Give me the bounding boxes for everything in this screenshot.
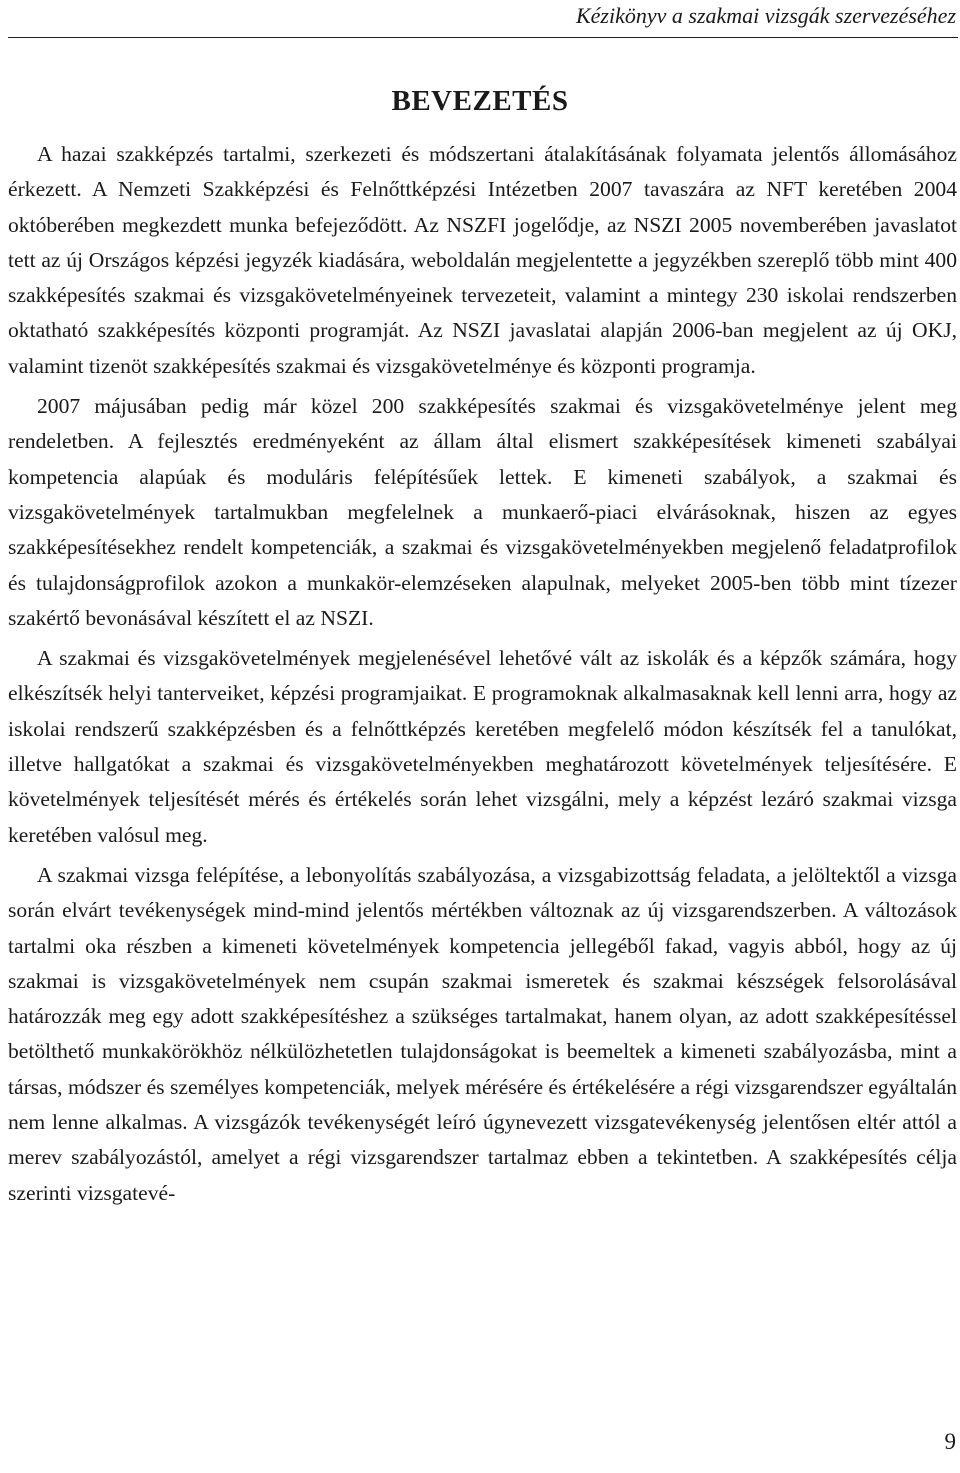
chapter-title: BEVEZETÉS bbox=[391, 85, 569, 118]
running-header: Kézikönyv a szakmai vizsgák szervezéséhez bbox=[575, 3, 956, 28]
header-rule bbox=[8, 37, 958, 38]
paragraph: A hazai szakképzés tartalmi, szerkezeti és módszertani átalakításának folyamata jelentős állomásához érkezett. A Nemzeti Szakképzési és Felnőttképzési Intézetben 2007 tavaszára az NFT keretében 2004 októberében megkezdett munka befejeződött. Az NSZFI jogelődje, az NSZI 2005 novemberében javaslatot tett az új Országos képzési jegyzék kiadására, weboldalán megjelentette a jegyzékben szereplő több mint 400 szakképesítés szakmai és vizsgakövetelményeinek tervezeteit, valamint a mintegy 230 iskolai rendszerben oktatható szakképesítés központi programját. Az NSZI javaslatai alapján 2006-ban megjelent az új OKJ, valamint tizenöt szakképesítés szakmai és vizsgakövetelménye és központi programja. bbox=[8, 142, 957, 378]
body-text bbox=[8, 137, 957, 1216]
paragraph: A szakmai és vizsgakövetelmények megjelenésével lehetővé vált az iskolák és a képzők számára, hogy elkészítsék helyi tanterveiket, képzési programjaikat. E programoknak alkalmasaknak kell lenni arra, hogy az iskolai rendszerű szakképzésben és a felnőttképzés keretében megfelelő módon készítsék fel a tanulókat, illetve hallgatókat a szakmai és vizsgakövetelményekben meghatározott követelmények teljesítésére. E követelmények teljesítését mérés és értékelés során lehet vizsgálni, mely a képzést lezáró szakmai vizsga keretében valósul meg. bbox=[8, 646, 957, 847]
page-number: 9 bbox=[944, 1429, 956, 1454]
paragraph: 2007 májusában pedig már közel 200 szakképesítés szakmai és vizsgakövetelménye jelent meg rendeletben. A fejlesztés eredményeként az állam által elismert szakképesítések kimeneti szabályai kompetencia alapúak és moduláris felépítésűek lettek. E kimeneti szabályok, a szakmai és vizsgakövetelmények tartalmukban megfelelnek a munkaerő-piaci elvárásoknak, hiszen az egyes szakképesítésekhez rendelt kompetenciák, a szakmai és vizsgakövetelményekben megjelenő feladatprofilok és tulajdonságprofilok azokon a munkakör-elemzéseken alapulnak, melyeket 2005-ben több mint tízezer szakértő bevonásával készített el az NSZI. bbox=[8, 394, 957, 630]
paragraph: A szakmai vizsga felépítése, a lebonyolítás szabályozása, a vizsgabizottság feladata, a jelöltektől a vizsga során elvárt tevékenységek mind-mind jelentős mértékben változnak az új vizsgarendszerben. A változások tartalmi oka részben a kimeneti követelmények kompetencia jellegéből fakad, vagyis abból, hogy az új szakmai is vizsgakövetelmények nem csupán szakmai ismeretek és szakmai készségek felsorolásával határozzák meg egy adott szakképesítéshez a szükséges tartalmakat, hanem olyan, az adott szakképesítéssel betölthető munkakörökhöz nélkülözhetetlen tulajdonságokat is beemeltek a kimeneti szabályozásba, mint a társas, módszer és személyes kompetenciák, melyek mérésére és értékelésére a régi vizsgarendszer egyáltalán nem lenne alkalmas. A vizsgázók tevékenységét leíró úgynevezett vizsgatevékenység jelentősen eltér attól a merev szabályozástól, amelyet a régi vizsgarendszer tartalmaz ebben a tekintetben. A szakképesítés célja szerinti vizsgatevé- bbox=[8, 862, 957, 1205]
